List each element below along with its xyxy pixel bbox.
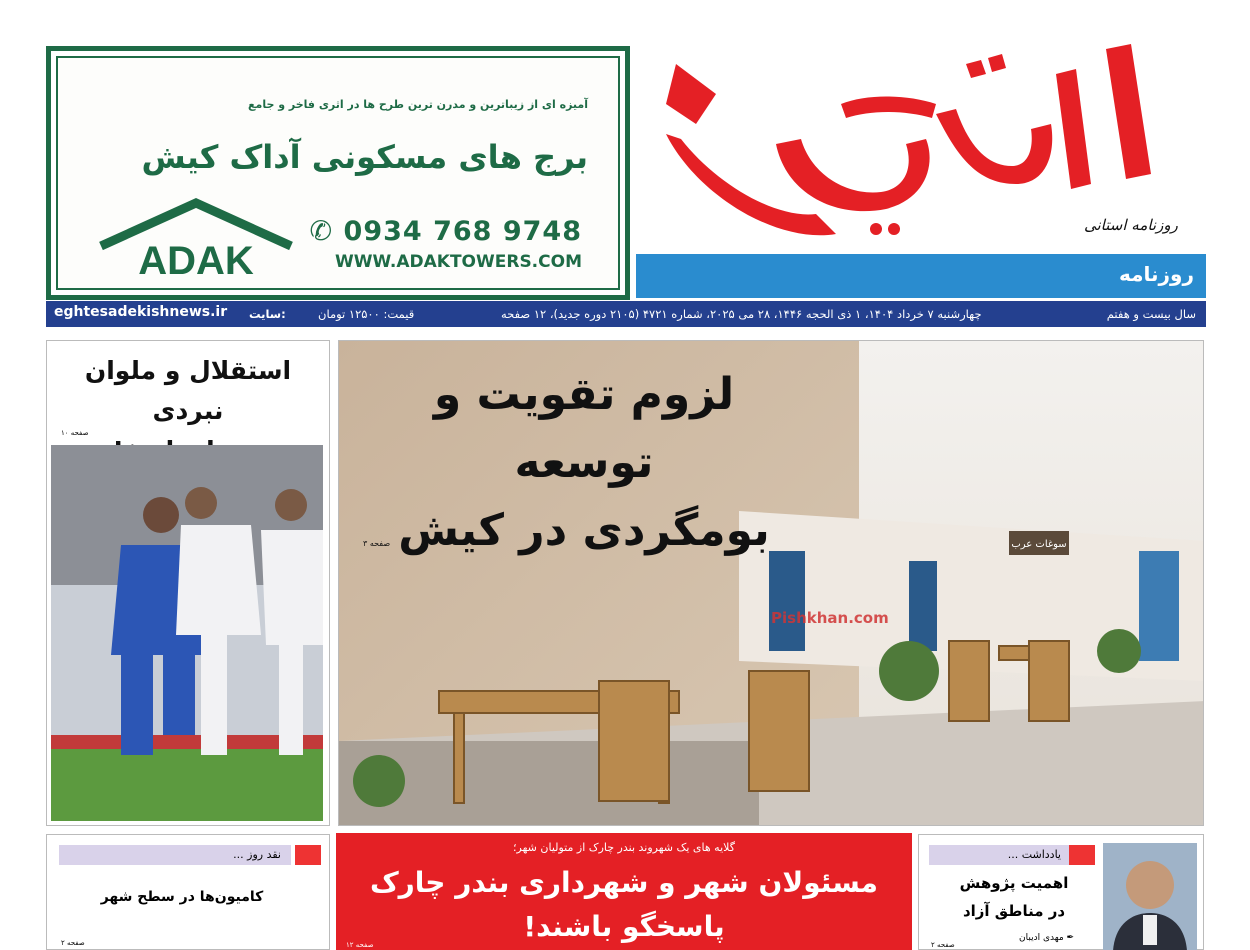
column-headline: اهمیت پژوهش در مناطق آزاد [959, 874, 1069, 920]
story-page-ref: صفحه ۱۲ [346, 941, 374, 949]
lead-headline: لزوم تقویت و توسعه بومگردی در کیش [398, 369, 770, 556]
masthead-label: روزنامه [1119, 262, 1194, 286]
shop-sign: سوغات عرب [1011, 539, 1067, 550]
lead-story[interactable] [338, 340, 1204, 826]
ad-phone: ✆ 0934 768 9748 [309, 216, 582, 247]
column-headline: کامیون‌ها در سطح شهر [100, 889, 264, 905]
column-naghd-rooz[interactable] [46, 834, 330, 950]
column-yaddasht[interactable] [918, 834, 1204, 950]
section-badge-icon [1069, 845, 1095, 865]
sport-page-ref: صفحه ۱۰ [61, 429, 89, 437]
phone-icon: ✆ [309, 216, 344, 247]
section-bar [929, 845, 1069, 865]
author-name: ✒ مهدی ادیبان [1019, 933, 1075, 943]
svg-text:ADAK: ADAK [138, 239, 254, 278]
sport-story[interactable] [46, 340, 330, 826]
adak-logo [96, 198, 296, 278]
issue-date: چهارشنبه ۷ خرداد ۱۴۰۴، ۱ ذی الحجه ۱۴۴۶، ۲۸ می ۲۰۲۵، شماره ۴۷۲۱ (۲۱۰۵ دوره جدید)، ۱۲ صفحه [501, 307, 982, 321]
masthead-blue-bar [636, 254, 1206, 298]
site-label: سایت: [249, 307, 286, 321]
ad-website[interactable]: WWW.ADAKTOWERS.COM [335, 252, 582, 272]
ad-subtitle: آمیزه ای از زیباترین و مدرن ترین طرح ها در اثری فاخر و جامع [248, 98, 588, 111]
column-page-ref: صفحه ۲ [931, 941, 955, 949]
column-page-ref: صفحه ۲ [61, 939, 85, 947]
section-title: یادداشت ... [1007, 848, 1061, 861]
pishkhan-watermark: Pishkhan.com [771, 609, 889, 627]
issue-info-strip [46, 301, 1206, 327]
adak-advertisement[interactable] [46, 46, 630, 300]
masthead-tagline: روزنامه استانی [1084, 216, 1178, 234]
football-photo [51, 445, 323, 821]
publication-year: سال بیست و هفتم [1106, 307, 1196, 321]
section-bar [59, 845, 291, 865]
lead-page-ref: صفحه ۳ [363, 539, 391, 548]
site-url[interactable]: eghtesadekishnews.ir [54, 304, 228, 320]
chark-story[interactable] [336, 833, 912, 950]
pen-icon: ✒ [1063, 933, 1075, 943]
story-headline: مسئولان شهر و شهرداری بندر چارک پاسخگو باشند! [369, 866, 879, 943]
section-badge-icon [295, 845, 321, 865]
issue-price: قیمت: ۱۲۵۰۰ تومان [318, 307, 415, 321]
author-photo [1103, 843, 1197, 950]
story-kicker: گلایه های یک شهروند بندر چارک از متولیان شهر؛ [513, 841, 735, 854]
ad-title: برج های مسکونی آداک کیش [141, 138, 588, 176]
section-title: نقد روز ... [233, 848, 281, 861]
masthead [636, 44, 1206, 298]
sport-headline: استقلال و ملوان نبردی [84, 356, 292, 425]
